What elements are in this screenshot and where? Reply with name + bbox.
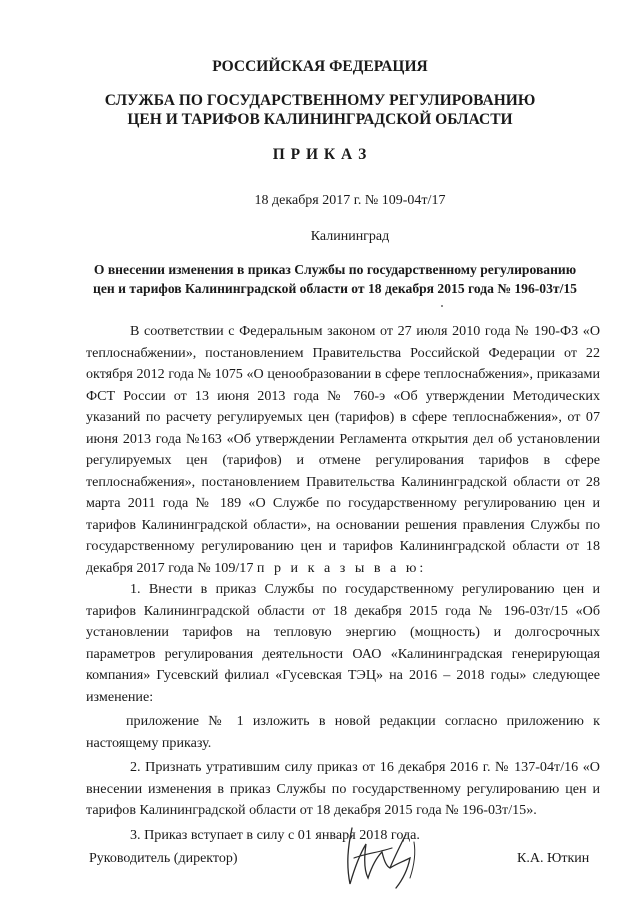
signatory-name: К.А. Юткин	[517, 851, 590, 866]
order-body	[86, 321, 600, 846]
city: Калининград	[310, 229, 390, 244]
item-1: 1. Внести в приказ Службы по государственному регулированию цен и тарифов Калининградской области от 18 декабря 2015 года № 196-03т/15 «Об установлении тарифов на тепловую энергию (мощность) и долгосрочных параметров регулирования деятельности ОАО «Калининградская генерирующая компания» Гусевский филиал «Гусевская ТЭЦ» на 2016 – 2018 годы» следующее изменение:	[86, 581, 600, 705]
subject-line1: О внесении изменения в приказ Службы по государственному регулированию	[93, 262, 577, 277]
document-type: П Р И К А З	[272, 146, 368, 163]
preamble-paragraph	[86, 321, 600, 579]
date-number: 18 декабря 2017 г. № 109-04т/17	[254, 193, 446, 208]
scan-speck	[441, 305, 443, 307]
subject-line2: цен и тарифов Калининградской области от 18 декабря 2015 года № 196-03т/15	[93, 281, 577, 296]
item-2: 2. Признать утратившим силу приказ от 16 декабря 2016 г. № 137-04т/16 «О внесении изменения в приказ Службы по государственному регулированию цен и тарифов Калининградской области от 18 декабря 2015 года № 196-03т/15».	[86, 759, 600, 818]
preamble-verb: п р и к а з ы в а ю:	[256, 559, 427, 576]
item-3: 3. Приказ вступает в силу с 01 января 2018 года.	[130, 826, 420, 843]
preamble-text: В соответствии с Федеральным законом от 27 июля 2010 года № 190-ФЗ «О теплоснабжении», постановлением Правительства Российской Федерации от 22 октября 2012 года № 1075 «О ценообразовании в сфере теплоснабжения», приказами ФСТ России от 13 июня 2013 года № 760-э «Об утверждении Методических указаний по расчету регулируемых цен (тарифов) в сфере теплоснабжения», от 07 июня 2013 года №163 «Об утверждении Регламента открытия дел об установлении регулируемых цен (тарифов) и отмене регулирования тарифов в сфере теплоснабжения», постановлением Правительства Калининградской области от 28 марта 2011 года № 189 «О Службе по государственному регулированию цен и тарифов Калининградской области», на основании решения правления Службы по государственному регулированию цен и тарифов Калининградской области от 18 декабря 2017 года № 109/17	[86, 323, 600, 576]
agency-name-line1: СЛУЖБА ПО ГОСУДАРСТВЕННОМУ РЕГУЛИРОВАНИЮ	[104, 92, 536, 109]
subject-heading	[70, 260, 600, 298]
item-1-subitem: приложение № 1 изложить в новой редакции согласно приложению к настоящему приказу.	[86, 713, 600, 751]
agency-name-line2: ЦЕН И ТАРИФОВ КАЛИНИНГРАДСКОЙ ОБЛАСТИ	[127, 111, 513, 128]
handwritten-signature	[330, 818, 430, 892]
federation-title: РОССИЙСКАЯ ФЕДЕРАЦИЯ	[212, 58, 428, 75]
signatory-position: Руководитель (директор)	[89, 851, 238, 866]
